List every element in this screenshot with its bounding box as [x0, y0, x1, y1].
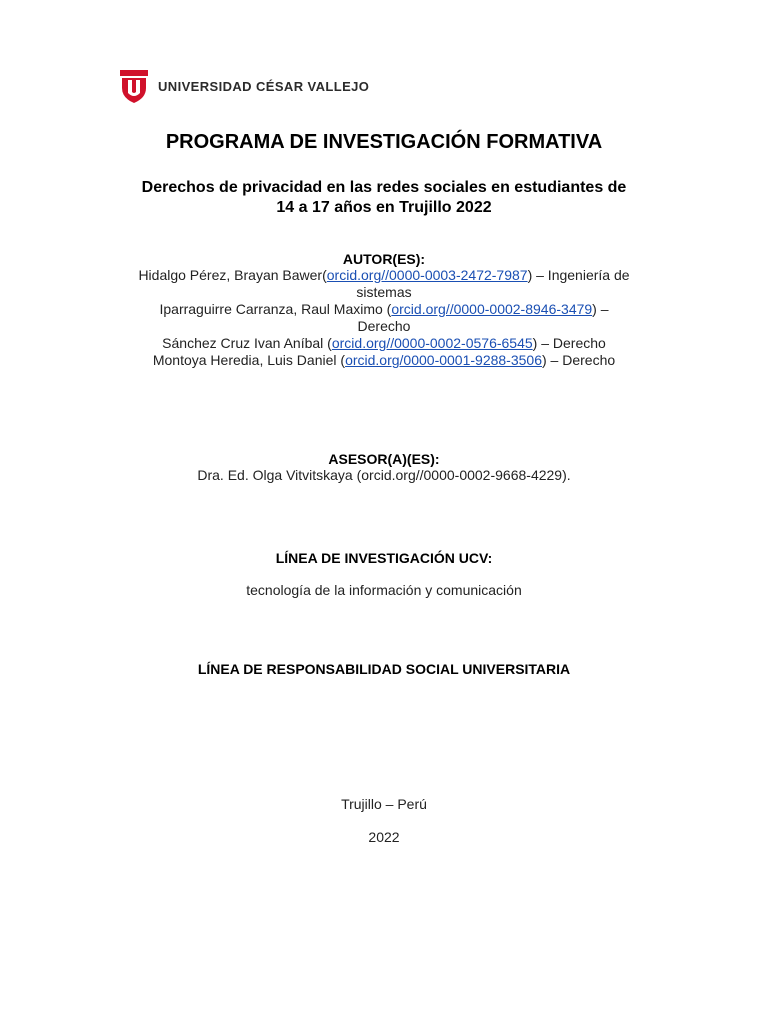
author-affiliation: ) – Ingeniería de	[527, 267, 630, 283]
author-affiliation-cont: Derecho	[357, 318, 411, 334]
author-affiliation: ) – Derecho	[542, 352, 616, 368]
author-name: Sánchez Cruz Ivan Aníbal	[162, 335, 324, 351]
authors-section	[0, 251, 768, 369]
advisor-name: Dra. Ed. Olga Vitvitskaya (orcid.org//0000-0002-9668-4229).	[197, 467, 571, 483]
orcid-link[interactable]: orcid.org//0000-0002-8946-3479	[391, 301, 593, 317]
orcid-link[interactable]: orcid.org//0000-0003-2472-7987	[326, 267, 528, 283]
research-line-value: tecnología de la información y comunicación	[246, 582, 522, 598]
thesis-title	[0, 178, 768, 218]
city-country: Trujillo – Perú	[341, 796, 427, 812]
author-line: Iparraguirre Carranza, Raul Maximo (orcid.org//0000-0002-8946-3479) –	[159, 301, 609, 317]
author-affiliation-cont: sistemas	[356, 284, 412, 300]
authors-label: AUTOR(ES):	[342, 251, 426, 267]
author-name: Iparraguirre Carranza, Raul Maximo	[159, 301, 383, 317]
social-responsibility-label: LÍNEA DE RESPONSABILIDAD SOCIAL UNIVERSITARIA	[197, 661, 571, 677]
advisors-section	[0, 451, 768, 484]
author-line: Sánchez Cruz Ivan Aníbal (orcid.org//0000-0002-0576-6545) – Derecho	[162, 335, 606, 351]
program-title: PROGRAMA DE INVESTIGACIÓN FORMATIVA	[165, 131, 603, 153]
author-affiliation: ) –	[592, 301, 609, 317]
year: 2022	[368, 829, 400, 845]
research-line-label: LÍNEA DE INVESTIGACIÓN UCV:	[275, 550, 493, 566]
author-name: Hidalgo Pérez, Brayan Bawer	[138, 267, 323, 283]
advisors-label: ASESOR(A)(ES):	[328, 451, 440, 467]
author-line: Montoya Heredia, Luis Daniel (orcid.org/0000-0001-9288-3506) – Derecho	[152, 352, 616, 368]
thesis-title-line-2: 14 a 17 años en Trujillo 2022	[276, 199, 492, 216]
university-logo	[118, 68, 369, 104]
author-name: Montoya Heredia, Luis Daniel	[152, 352, 337, 368]
orcid-link[interactable]: orcid.org/0000-0001-9288-3506	[345, 352, 542, 368]
university-name: UNIVERSIDAD CÉSAR VALLEJO	[158, 78, 370, 94]
orcid-link[interactable]: orcid.org//0000-0002-0576-6545	[331, 335, 533, 351]
author-line: Hidalgo Pérez, Brayan Bawer(orcid.org//0000-0003-2472-7987) – Ingeniería de	[138, 267, 630, 283]
author-affiliation: ) – Derecho	[532, 335, 606, 351]
ucv-shield-icon	[118, 68, 150, 104]
thesis-title-line-1: Derechos de privacidad en las redes sociales en estudiantes de	[141, 179, 627, 196]
